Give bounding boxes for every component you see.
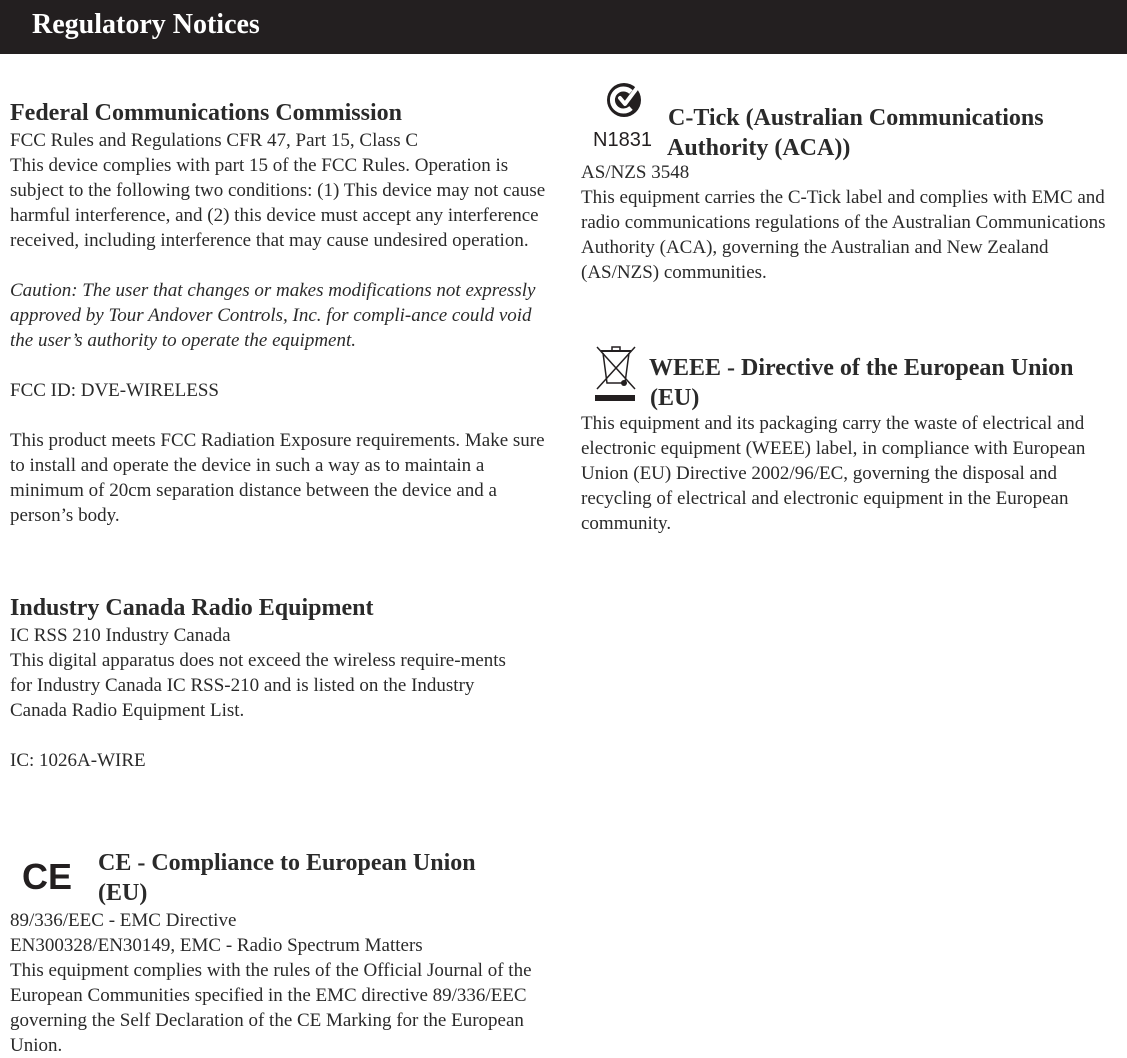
- fcc-body: This device complies with part 15 of the FCC Rules. Operation is subject to the following two conditions: (1) This device may not cause harmful interference, and (2) this device must accept any interference received, including interference that may cause undesired operation.: [10, 155, 546, 251]
- canada-heading: Industry Canada Radio Equipment: [10, 595, 374, 621]
- fcc-section: [10, 98, 550, 528]
- weee-body: This equipment and its packaging carry the waste of electrical and electronic equipment (WEEE) label, in compliance with European Union (EU) Directive 2002/96/EC, governing the disposal and recycling of electrical and electronic equipment in the European community.: [581, 413, 1086, 534]
- weee-heading-line1: WEEE - Directive of the European Union: [649, 355, 1074, 381]
- ce-directive: 89/336/EEC - EMC Directive: [10, 910, 237, 931]
- ce-body: This equipment complies with the rules of the Official Journal of the European Communities specified in the EMC directive 89/336/EEC governing the Self Declaration of the CE Marking for the European Union.: [10, 960, 532, 1056]
- ctick-heading-line1: C-Tick (Australian Communications: [668, 105, 1044, 131]
- ce-heading-line2: (EU): [98, 880, 148, 906]
- canada-ic-id: IC: 1026A-WIRE: [10, 750, 146, 771]
- ce-heading-line1: CE - Compliance to European Union: [98, 850, 476, 876]
- canada-section: [10, 593, 550, 773]
- fcc-rules: FCC Rules and Regulations CFR 47, Part 15, Class C: [10, 130, 419, 151]
- weee-section: [581, 343, 1121, 536]
- ctick-section: [581, 78, 1116, 285]
- ctick-standard: AS/NZS 3548: [581, 162, 690, 183]
- fcc-id: FCC ID: DVE-WIRELESS: [10, 380, 219, 401]
- fcc-radiation: This product meets FCC Radiation Exposure requirements. Make sure to install and operate the device in such a way as to maintain a minimum of 20cm separation distance between the device and a person’s body.: [10, 430, 545, 526]
- ce-section: [10, 848, 550, 1058]
- ce-standards: EN300328/EN30149, EMC - Radio Spectrum Matters: [10, 935, 423, 956]
- c-tick-code: N1831: [593, 129, 652, 150]
- c-tick-icon: [593, 78, 657, 150]
- header-bar: [0, 0, 1127, 54]
- ctick-body: This equipment carries the C-Tick label and complies with EMC and radio communications regulations of the Australian Communications Authority (ACA), governing the Australian and New Zealand (AS/NZS) communities.: [581, 187, 1106, 283]
- wheelie-bin-icon: [593, 343, 641, 405]
- ce-mark-text: CE: [22, 858, 72, 896]
- weee-heading-line2: (EU): [650, 385, 700, 411]
- fcc-heading: Federal Communications Commission: [10, 100, 402, 126]
- fcc-caution: Caution: The user that changes or makes modifications not expressly approved by Tour Andover Controls, Inc. for compli-ance could void the user’s authority to operate the equipment.: [10, 280, 536, 351]
- canada-body: This digital apparatus does not exceed the wireless require-ments for Industry Canada IC RSS-210 and is listed on the Industry Canada Radio Equipment List.: [10, 650, 506, 721]
- ctick-heading-line2: Authority (ACA)): [667, 135, 851, 161]
- ce-mark-icon: [22, 858, 74, 896]
- page-title: Regulatory Notices: [32, 9, 260, 40]
- canada-rss: IC RSS 210 Industry Canada: [10, 625, 231, 646]
